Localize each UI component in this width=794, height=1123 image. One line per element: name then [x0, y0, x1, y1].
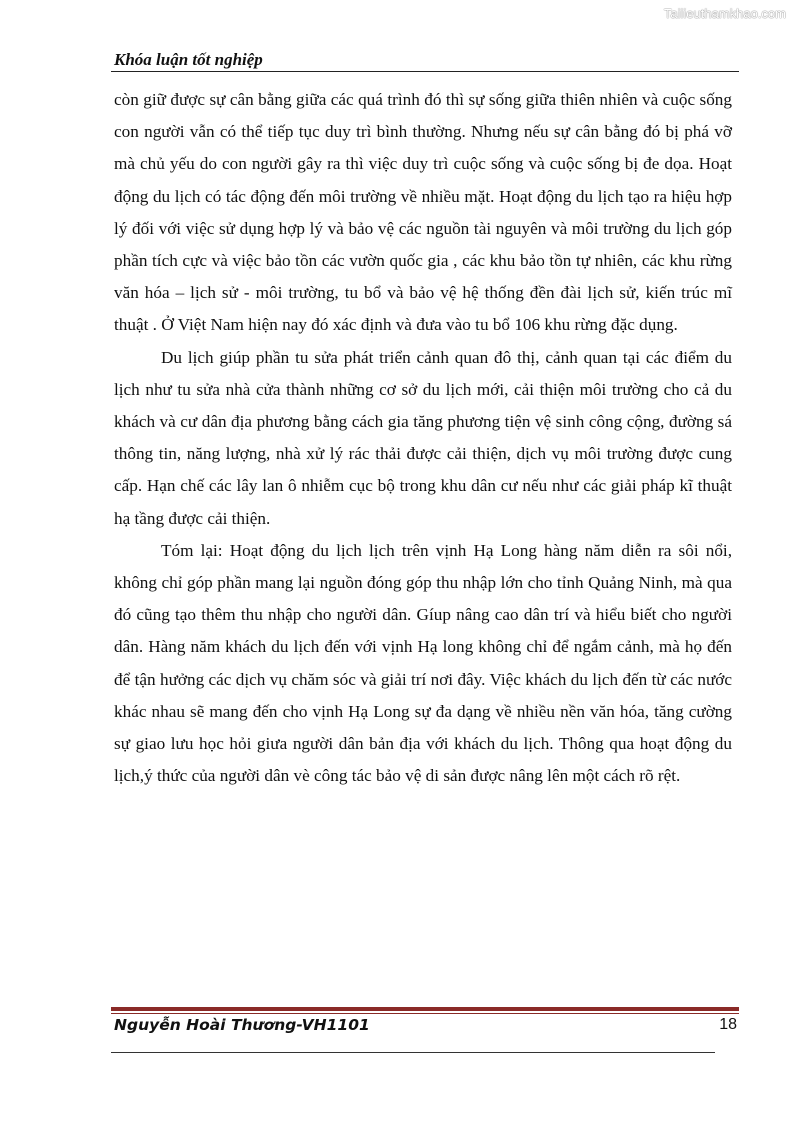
header-title: Khóa luận tốt nghiệp: [114, 50, 263, 69]
document-body: [114, 84, 732, 792]
paragraph-continuation: còn giữ được sự cân bằng giữa các quá trình đó thì sự sống giữa thiên nhiên và cuộc sống con người vẫn có thể tiếp tục duy trì bình thường. Nhưng nếu sự cân bằng đó bị phá vỡ mà chủ yếu do con người gây ra thì việc duy trì cuộc sống và cuộc sống bị đe dọa. Hoạt động du lịch có tác động đến môi trường về nhiều mặt. Hoạt động du lịch tạo ra hiệu hợp lý đối với việc sử dụng hợp lý và bảo vệ các nguồn tài nguyên và môi trường du lịch góp phần tích cực và việc bảo tồn các vườn quốc gia , các khu bảo tồn tự nhiên, các khu rừng văn hóa – lịch sử - môi trường, tu bổ và bảo vệ hệ thống đền đài lịch sử, kiến trúc mĩ thuật . Ở Việt Nam hiện nay đó xác định và đưa vào tu bổ 106 khu rừng đặc dụng.: [114, 90, 732, 335]
paragraph-tourism-landscape: Du lịch giúp phần tu sửa phát triển cảnh quan đô thị, cảnh quan tại các điểm du lịch như tu sửa nhà cửa thành những cơ sở du lịch mới, cải thiện môi trường cho cả du khách và cư dân địa phương bằng cách gia tăng phương tiện vệ sinh công cộng, đường sá thông tin, năng lượng, nhà xử lý rác thải được cải thiện, dịch vụ môi trường được cung cấp. Hạn chế các lây lan ô nhiễm cục bộ trong khu dân cư nếu như các giải pháp kĩ thuật hạ tầng được cải thiện.: [114, 347, 732, 528]
footer-divider-thick: [111, 1007, 739, 1011]
header-divider: [111, 71, 739, 72]
footer-bottom-divider: [111, 1052, 715, 1053]
watermark-text: Tailieuthamkhao.com: [663, 6, 786, 21]
footer-divider-thin: [111, 1013, 739, 1014]
footer-author: Nguyễn Hoài Thương-VH1101: [114, 1016, 370, 1034]
page-number: 18: [719, 1016, 737, 1033]
paragraph-summary: Tóm lại: Hoạt động du lịch lịch trên vịnh Hạ Long hàng năm diễn ra sôi nổi, không chỉ góp phần mang lại nguồn đóng góp thu nhập lớn cho tỉnh Quảng Ninh, mà qua đó cũng tạo thêm thu nhập cho người dân. Gíup nâng cao dân trí và hiểu biết cho người dân. Hàng năm khách du lịch đến với vịnh Hạ long không chỉ để ngắm cảnh, mà họ đến để tận hưởng các dịch vụ chăm sóc và giải trí nơi đây. Việc khách du lịch đến từ các nước khác nhau sẽ mang đến cho vịnh Hạ Long sự đa dạng về nhiều nền văn hóa, tăng cường sự giao lưu học hỏi giưa người dân bản địa với khách du lịch. Thông qua hoạt động du lịch,ý thức của người dân vè công tác bảo vệ di sản được nâng lên một cách rõ rệt.: [114, 540, 732, 786]
